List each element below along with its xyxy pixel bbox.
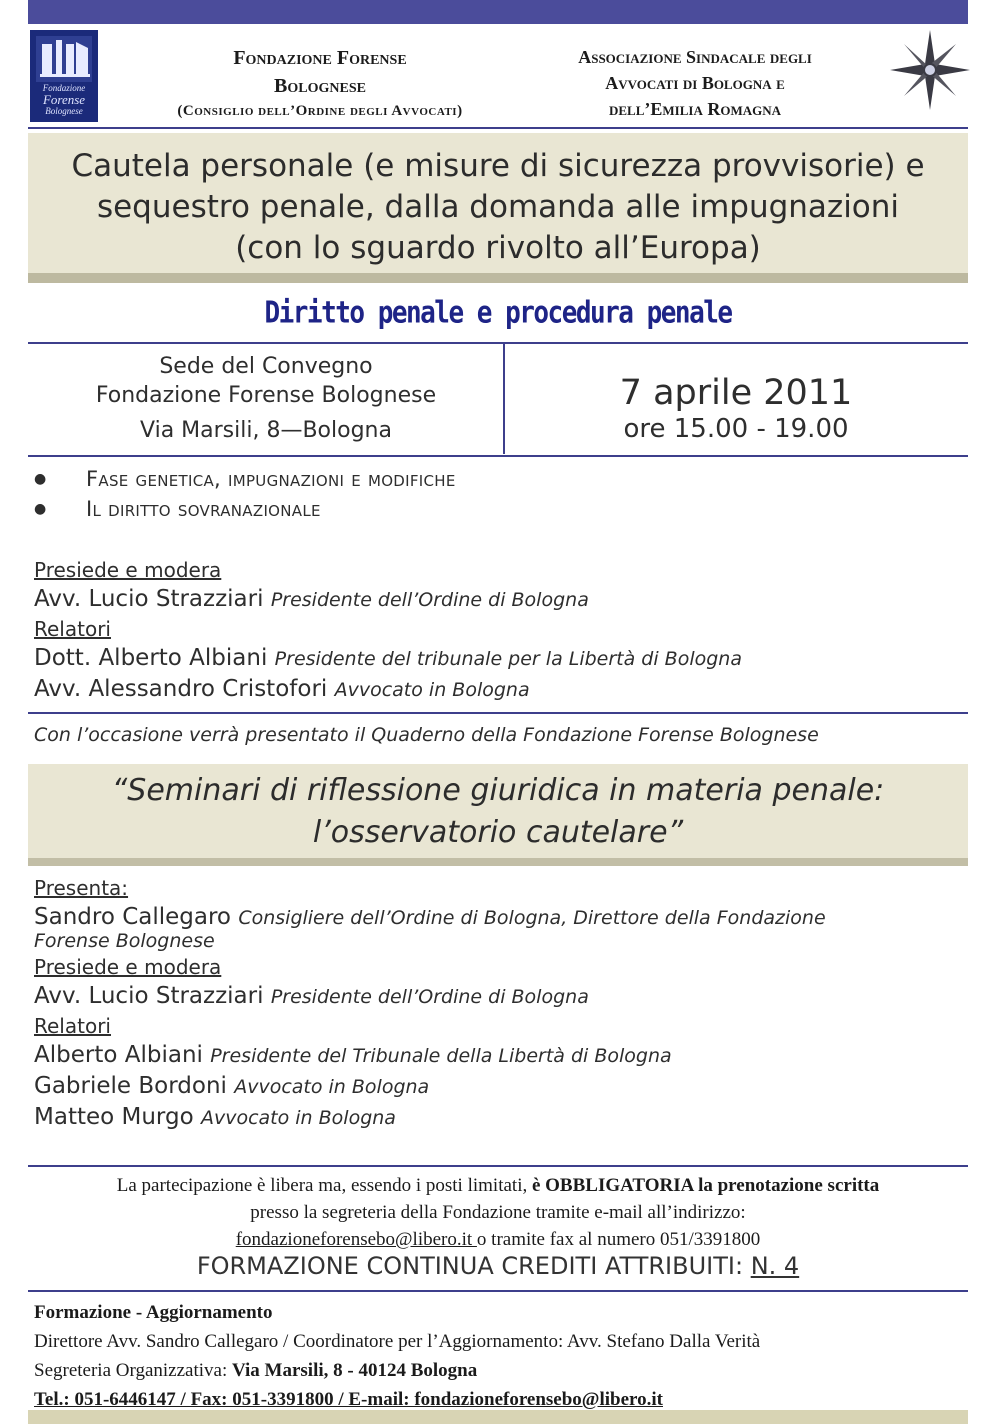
title-line: (con lo sguardo rivolto all’Europa) <box>235 230 761 266</box>
person-name: Matteo Murgo <box>34 1104 194 1130</box>
header-right <box>520 44 870 122</box>
registration-emphasis: è OBBLIGATORIA la prenotazione scritta <box>531 1175 880 1196</box>
speakers-label: Relatori <box>34 1014 111 1038</box>
list-item <box>34 494 934 524</box>
chair-row <box>34 981 954 1012</box>
compass-star-icon <box>888 28 972 112</box>
venue-address: Via Marsili, 8—Bologna <box>140 418 392 443</box>
credits-label: FORMAZIONE CONTINUA CREDITI ATTRIBUITI: <box>196 1252 744 1280</box>
org-subtitle: (Consiglio dell’Ordine degli Avvocati) <box>177 103 463 119</box>
title-line: sequestro penale, dalla domanda alle impugnazioni <box>96 189 900 225</box>
registration-divider <box>28 1165 968 1167</box>
seminar-box-shadow <box>28 858 968 866</box>
logo-text <box>30 83 98 116</box>
logo-emblem <box>36 36 92 82</box>
fondazione-logo <box>30 30 98 122</box>
bullet-icon: ● <box>34 501 47 517</box>
person-name: Sandro Callegaro <box>34 904 232 930</box>
title-line: Cautela personale (e misure di sicurezza provvisorie) e <box>71 148 925 184</box>
seminar-line: l’osservatorio cautelare” <box>312 815 684 850</box>
top-bar <box>28 0 968 24</box>
footer-divider <box>28 1290 968 1292</box>
org-directors: Direttore Avv. Sandro Callegaro / Coordinatore per l’Aggiornamento: Avv. Stefano Dalla Verità <box>34 1331 761 1352</box>
presents-label: Presenta: <box>34 876 129 900</box>
venue-label: Sede del Convegno <box>159 354 373 379</box>
org-name-line: Bolognese <box>274 75 366 97</box>
registration-text: o tramite fax al numero 051/3391800 <box>476 1229 761 1250</box>
session-divider <box>28 712 968 714</box>
person-name: Gabriele Bordoni <box>34 1073 227 1099</box>
speaker-row <box>34 1071 954 1102</box>
credits-value: N. 4 <box>750 1252 800 1280</box>
second-session <box>34 874 954 1133</box>
event-time: ore 15.00 - 19.00 <box>623 414 849 444</box>
topics-list <box>34 464 934 524</box>
venue-divider <box>28 455 968 457</box>
chair-label: Presiede e modera <box>34 558 222 582</box>
person-role: Avvocato in Bologna <box>334 679 530 701</box>
date-block <box>506 372 966 444</box>
subject-heading: Diritto penale e procedura penale <box>264 295 732 331</box>
title-box-shadow <box>28 273 968 283</box>
speaker-row <box>34 1040 954 1071</box>
venue-block <box>28 352 504 445</box>
person-name: Avv. Alessandro Cristofori <box>34 676 328 702</box>
org-name-line: Fondazione Forense <box>233 47 407 69</box>
person-name: Avv. Lucio Strazziari <box>34 586 264 612</box>
speaker-row <box>34 1102 954 1133</box>
logo-line: Bolognese <box>45 106 83 116</box>
bullet-icon: ● <box>34 471 47 487</box>
seminar-title <box>28 770 968 854</box>
speaker-row <box>34 674 954 705</box>
credits-line <box>28 1252 968 1280</box>
logo-line: Forense <box>42 92 86 107</box>
assoc-name-line: dell’Emilia Romagna <box>608 99 781 119</box>
person-role: Avvocato in Bologna <box>200 1107 396 1129</box>
chair-label: Presiede e modera <box>34 955 222 979</box>
org-contacts[interactable]: Tel.: 051-6446147 / Fax: 051-3391800 / E-mail: fondazioneforensebo@libero.it <box>34 1389 663 1410</box>
secretariat-address: Via Marsili, 8 - 40124 Bologna <box>232 1360 478 1381</box>
first-session <box>34 556 954 705</box>
registration-line <box>28 1172 968 1199</box>
registration-line: presso la segreteria della Fondazione tramite e-mail all’indirizzo: <box>250 1202 746 1223</box>
header-divider <box>28 127 968 129</box>
bottom-bar <box>28 1410 968 1424</box>
assoc-name-line: Avvocati di Bologna e <box>605 73 785 93</box>
person-role: Consigliere dell’Ordine di Bologna, Direttore della Fondazione <box>238 907 826 929</box>
person-role: Presidente del Tribunale della Libertà di Bologna <box>210 1045 672 1067</box>
person-name: Alberto Albiani <box>34 1042 203 1068</box>
person-role: Presidente del tribunale per la Libertà di Bologna <box>274 648 742 670</box>
person-name: Avv. Lucio Strazziari <box>34 983 264 1009</box>
header-left <box>110 44 530 122</box>
list-item <box>34 464 934 494</box>
venue-date-divider <box>503 344 505 454</box>
event-date: 7 aprile 2011 <box>619 373 853 413</box>
speaker-row <box>34 643 954 674</box>
email-link[interactable]: fondazioneforensebo@libero.it <box>235 1229 477 1250</box>
person-role: Presidente dell’Ordine di Bologna <box>270 589 589 611</box>
logo-line: Fondazione <box>42 83 86 93</box>
person-name: Dott. Alberto Albiani <box>34 645 268 671</box>
topic-text: Fase genetica, impugnazioni e modifiche <box>86 467 456 491</box>
org-heading: Formazione - Aggiornamento <box>34 1302 273 1323</box>
person-role-cont: Forense Bolognese <box>34 930 215 952</box>
speakers-label: Relatori <box>34 617 111 641</box>
page-title <box>40 146 956 269</box>
organization-footer <box>34 1298 964 1414</box>
topic-text: Il diritto sovranazionale <box>86 497 321 521</box>
secretariat-label: Segreteria Organizzativa: <box>34 1360 228 1381</box>
registration-text: La partecipazione è libera ma, essendo i posti limitati, <box>116 1175 528 1196</box>
chair-row <box>34 584 954 615</box>
registration-line <box>28 1226 968 1253</box>
seminar-line: “Seminari di riflessione giuridica in materia penale: <box>111 773 885 808</box>
org-secretariat <box>34 1356 964 1385</box>
venue-name: Fondazione Forense Bolognese <box>95 383 437 408</box>
registration-note <box>28 1172 968 1253</box>
person-role: Presidente dell’Ordine di Bologna <box>270 986 589 1008</box>
assoc-name-line: Associazione Sindacale degli <box>578 47 812 67</box>
person-role: Avvocato in Bologna <box>234 1076 430 1098</box>
occasion-note: Con l’occasione verrà presentato il Quaderno della Fondazione Forense Bolognese <box>34 724 819 746</box>
subject-divider <box>28 342 968 344</box>
